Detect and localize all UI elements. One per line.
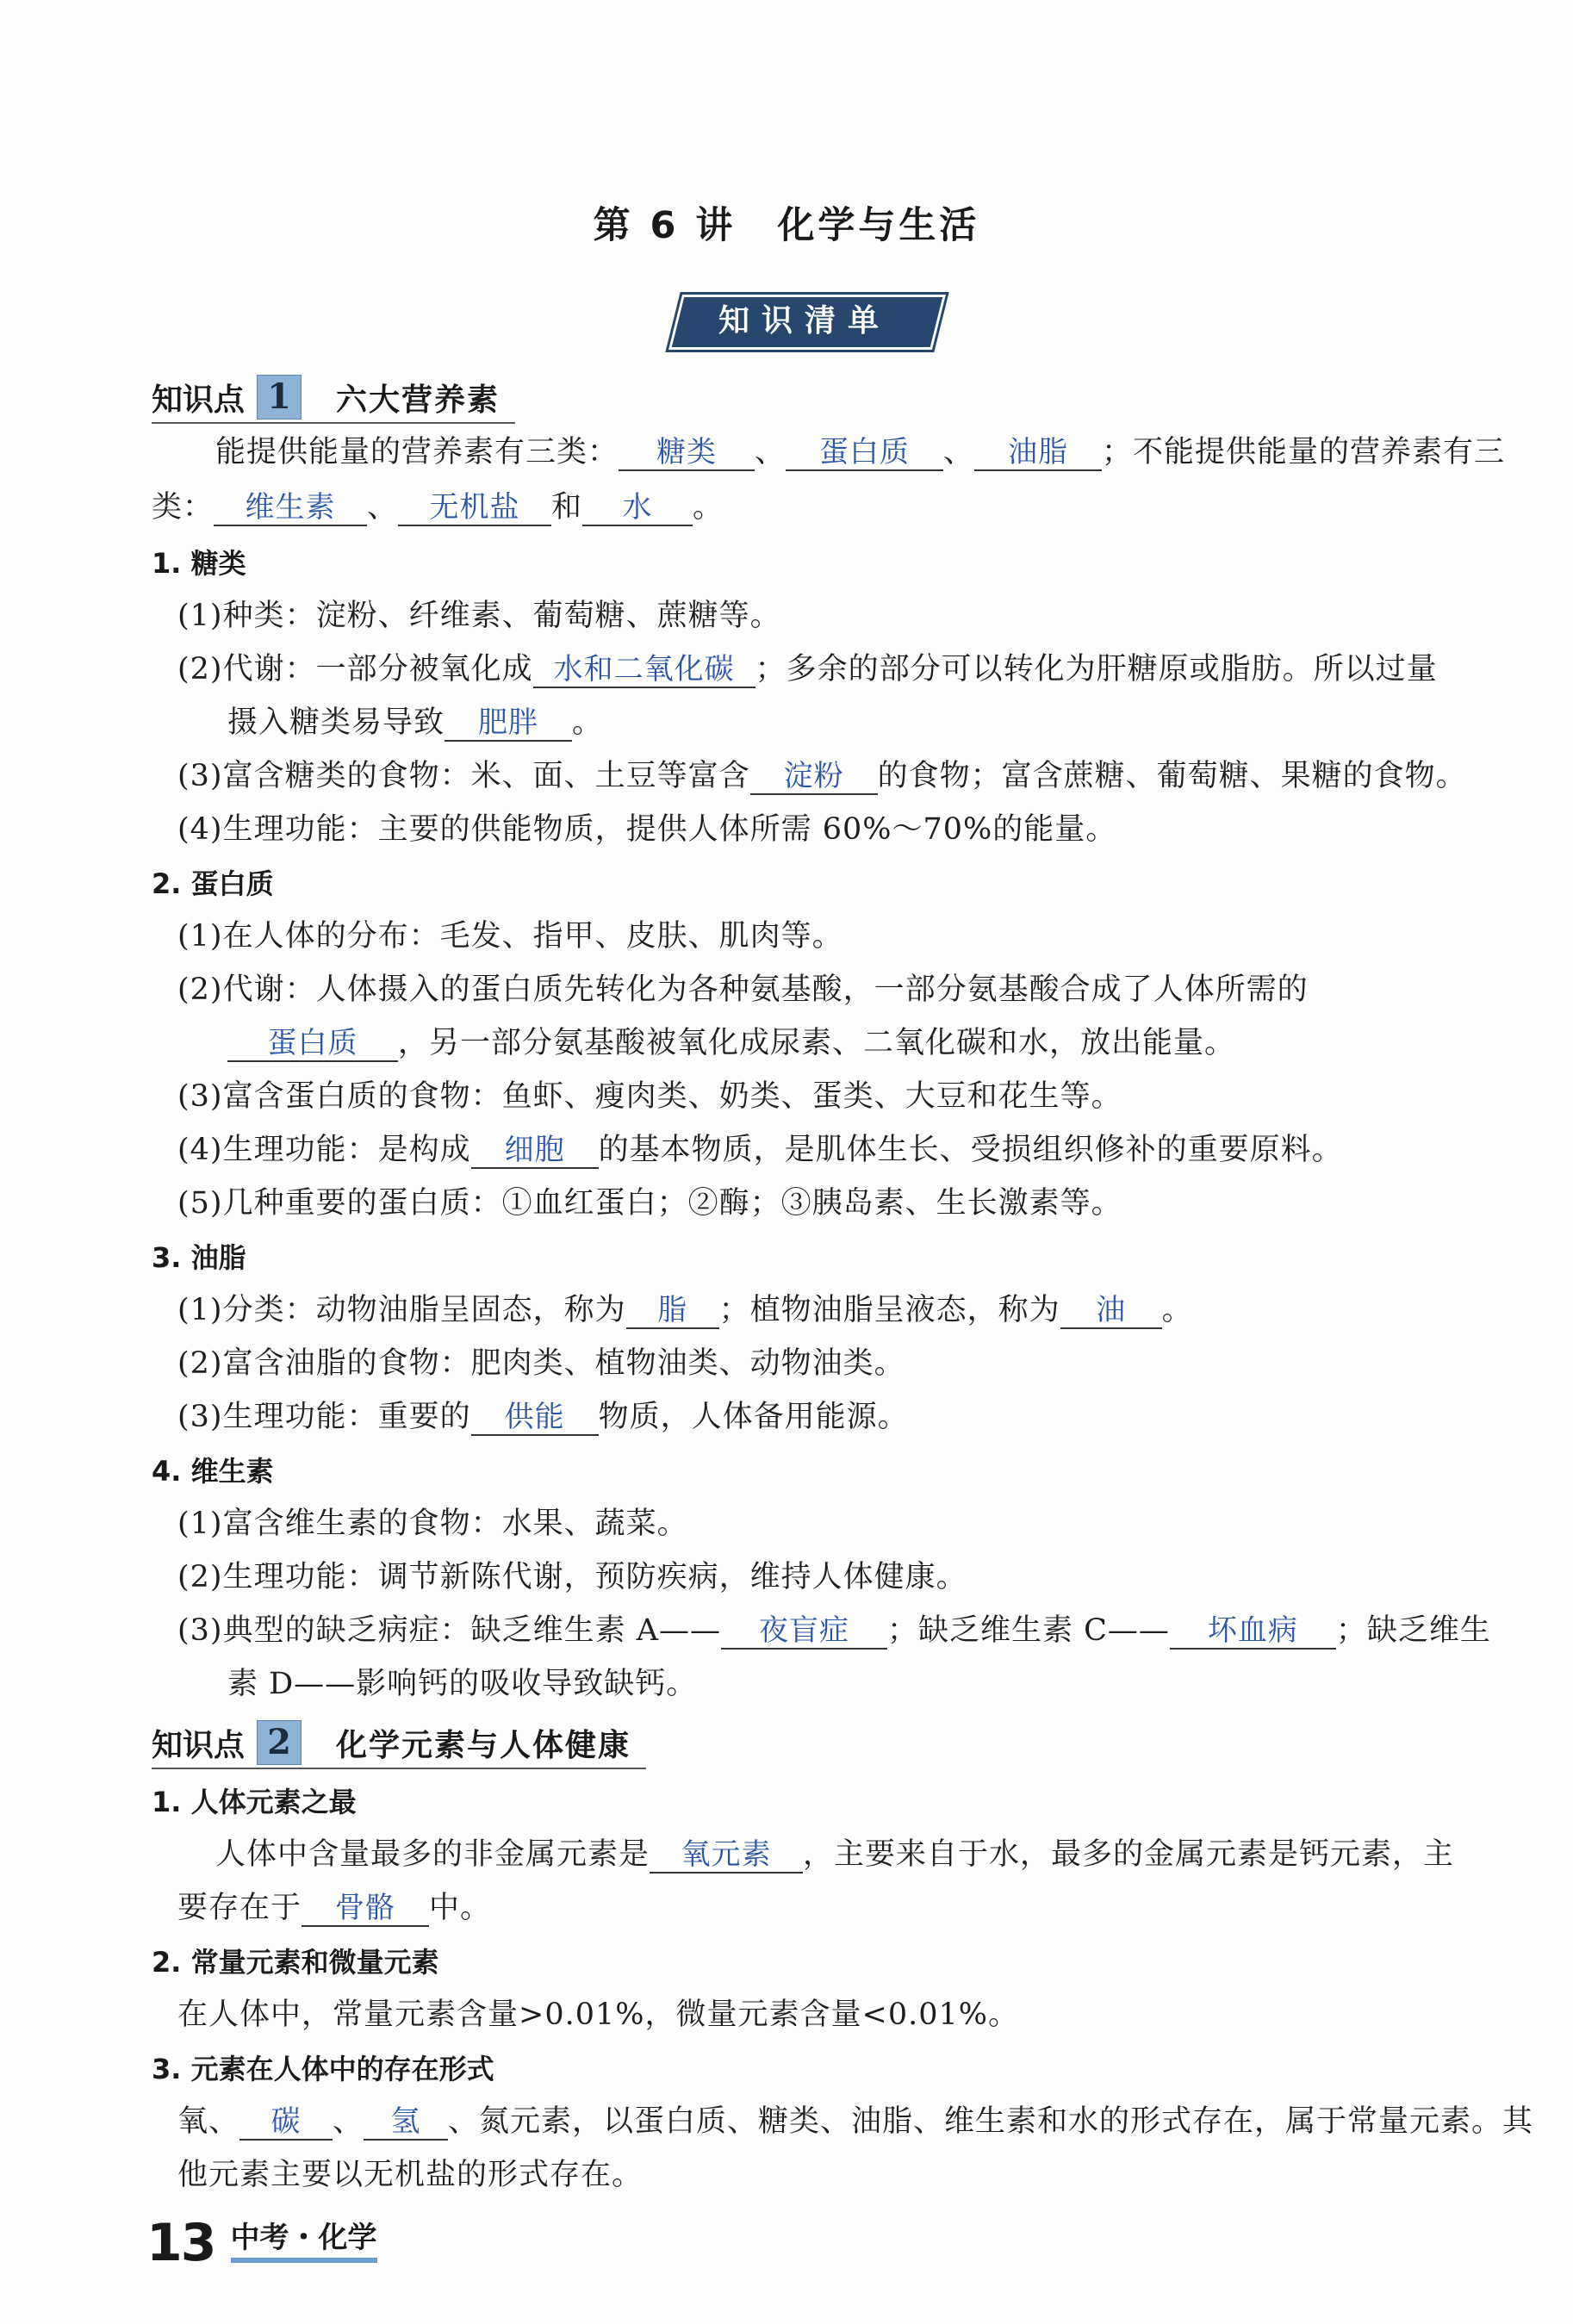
text-line: (2)代谢：人体摄入的蛋白质先转化为各种氨基酸，一部分氨基酸合成了人体所需的 bbox=[177, 972, 1309, 1007]
answer-blank: 氢 bbox=[364, 2104, 448, 2141]
section-banner: 知识清单 bbox=[718, 303, 891, 339]
answer-blank: 骨骼 bbox=[302, 1891, 429, 1927]
section-heading: 1. 糖类 bbox=[152, 547, 246, 580]
section-heading: 2. 蛋白质 bbox=[152, 867, 274, 900]
text-line: (3)生理功能：重要的 供能 物质，人体备用能源。 bbox=[177, 1400, 909, 1434]
text-line: (2)富含油脂的食物：肥肉类、植物油类、动物油类。 bbox=[177, 1346, 905, 1381]
kp-number-badge: 2 bbox=[257, 1720, 302, 1765]
knowledge-point-2-heading: 知识点 2 化学元素与人体健康 bbox=[152, 1718, 646, 1769]
text-line: (2)代谢：一部分被氧化成 水和二氧化碳 ；多余的部分可以转化为肝糖原或脂肪。所以过量 bbox=[177, 652, 1438, 687]
intro-line-2: 类： 维生素 、 无机盐 和 水 。 bbox=[152, 490, 724, 525]
answer-blank: 油 bbox=[1060, 1293, 1162, 1329]
lesson-number: 第 6 讲 bbox=[593, 204, 737, 247]
lesson-topic: 化学与生活 bbox=[777, 204, 980, 247]
answer-blank: 油脂 bbox=[974, 435, 1102, 471]
answer-blank: 蛋白质 bbox=[227, 1026, 398, 1062]
answer-blank: 细胞 bbox=[471, 1133, 599, 1169]
text-line: 氧、 碳 、 氢 、氮元素，以蛋白质、糖类、油脂、维生素和水的形式存在，属于常量元素。其 bbox=[177, 2104, 1534, 2139]
answer-blank: 脂 bbox=[626, 1293, 719, 1329]
text-line: (3)典型的缺乏病症：缺乏维生素 A—— 夜盲症 ；缺乏维生素 C—— 坏血病 ；缺乏维生 bbox=[177, 1613, 1491, 1648]
text-line: 他元素主要以无机盐的形式存在。 bbox=[177, 2158, 644, 2192]
text-line: 素 D——影响钙的吸收导致缺钙。 bbox=[227, 1667, 698, 1701]
text-line: 蛋白质 ，另一部分氨基酸被氧化成尿素、二氧化碳和水，放出能量。 bbox=[227, 1023, 1554, 1063]
intro-line-1: 能提供能量的营养素有三类： 糖类 、 蛋白质 、 油脂 ；不能提供能量的营养素有三 bbox=[215, 435, 1506, 469]
section-heading: 3. 油脂 bbox=[152, 1241, 246, 1274]
section-heading: 1. 人体元素之最 bbox=[152, 1786, 357, 1818]
page-title bbox=[0, 196, 1573, 249]
answer-blank: 蛋白质 bbox=[786, 435, 943, 471]
section-heading: 3. 元素在人体中的存在形式 bbox=[152, 2053, 494, 2085]
page-number: 13 bbox=[146, 2213, 215, 2273]
answer-blank: 夜盲症 bbox=[721, 1613, 887, 1650]
text-line: (4)生理功能：主要的供能物质，提供人体所需 60%～70%的能量。 bbox=[177, 812, 1117, 847]
knowledge-point-1-heading: 知识点 1 六大营养素 bbox=[152, 372, 515, 424]
text-line: (4)生理功能：是构成 细胞 的基本物质，是肌体生长、受损组织修补的重要原料。 bbox=[177, 1133, 1343, 1167]
text-line: 要存在于 骨骼 中。 bbox=[177, 1891, 492, 1925]
answer-blank: 维生素 bbox=[214, 490, 367, 526]
text-line: (3)富含蛋白质的食物：鱼虾、瘦肉类、奶类、蛋类、大豆和花生等。 bbox=[177, 1079, 1122, 1114]
text-line: (1)种类：淀粉、纤维素、葡萄糖、蔗糖等。 bbox=[177, 599, 781, 633]
page-footer bbox=[146, 2213, 377, 2273]
answer-blank: 氧元素 bbox=[650, 1837, 803, 1873]
text-line: (1)在人体的分布：毛发、指甲、皮肤、肌肉等。 bbox=[177, 919, 843, 954]
text-line: (2)生理功能：调节新陈代谢，预防疾病，维持人体健康。 bbox=[177, 1560, 967, 1594]
answer-blank: 无机盐 bbox=[398, 490, 551, 526]
subject-label: 中考・化学 bbox=[231, 2214, 377, 2263]
answer-blank: 供能 bbox=[471, 1400, 599, 1436]
text-line: 摄入糖类易导致 肥胖 。 bbox=[227, 705, 604, 740]
answer-blank: 坏血病 bbox=[1170, 1613, 1336, 1650]
answer-blank: 水 bbox=[582, 490, 693, 526]
answer-blank: 肥胖 bbox=[445, 705, 572, 742]
section-heading: 4. 维生素 bbox=[152, 1455, 274, 1488]
text-line: (5)几种重要的蛋白质：①血红蛋白；②酶；③胰岛素、生长激素等。 bbox=[177, 1186, 1122, 1221]
text-line: (1)富含维生素的食物：水果、蔬菜。 bbox=[177, 1507, 688, 1541]
section-heading: 2. 常量元素和微量元素 bbox=[152, 1946, 439, 1979]
answer-blank: 淀粉 bbox=[750, 759, 878, 795]
text-line: 在人体中，常量元素含量>0.01%，微量元素含量<0.01%。 bbox=[177, 1998, 1020, 2032]
answer-blank: 糖类 bbox=[619, 435, 755, 471]
kp-number-badge: 1 bbox=[257, 375, 302, 419]
answer-blank: 碳 bbox=[239, 2104, 333, 2141]
answer-blank: 水和二氧化碳 bbox=[533, 652, 755, 688]
text-line: (3)富含糖类的食物：米、面、土豆等富含 淀粉 的食物；富含蔗糖、葡萄糖、果糖的食物。 bbox=[177, 759, 1467, 793]
text-line: 人体中含量最多的非金属元素是 氧元素 ，主要来自于水，最多的金属元素是钙元素，主 bbox=[215, 1837, 1455, 1872]
text-line: (1)分类：动物油脂呈固态，称为 脂 ；植物油脂呈液态，称为 油 。 bbox=[177, 1293, 1193, 1327]
